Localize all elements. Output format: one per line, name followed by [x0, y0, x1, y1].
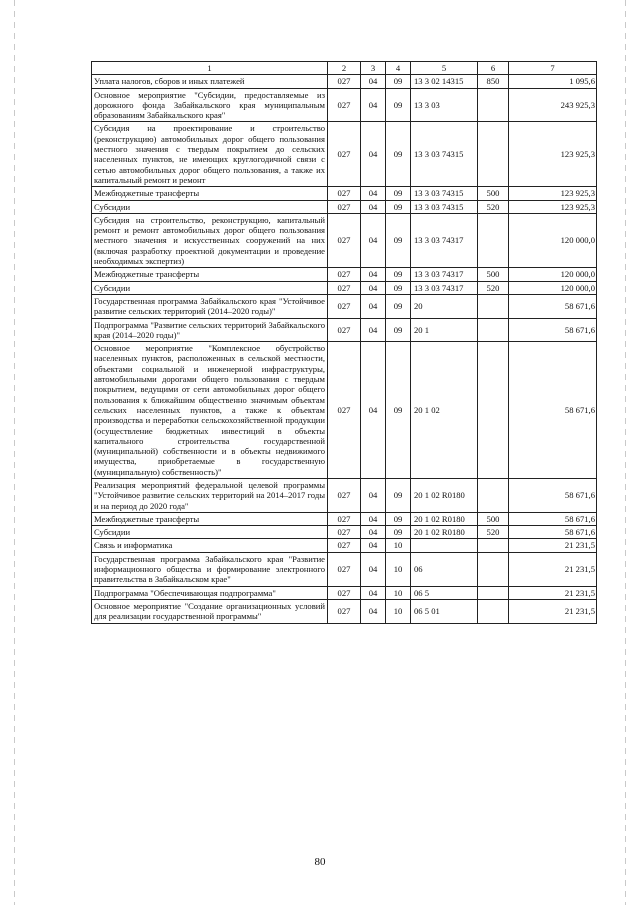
section-code-cell: 04 — [361, 552, 386, 586]
subsection-code-cell: 09 — [386, 294, 411, 318]
header-cell: 3 — [361, 62, 386, 75]
target-article-cell: 13 3 03 74315 — [411, 187, 478, 200]
section-code-cell: 04 — [361, 281, 386, 294]
subsection-code-cell: 09 — [386, 318, 411, 342]
section-code-cell: 04 — [361, 294, 386, 318]
target-article-cell: 13 3 03 — [411, 88, 478, 122]
section-code-cell: 04 — [361, 187, 386, 200]
table-row — [92, 268, 597, 281]
expense-type-cell: 520 — [478, 281, 509, 294]
section-code-cell: 04 — [361, 539, 386, 552]
target-article-cell: 13 3 02 14315 — [411, 75, 478, 88]
row-name-cell: Субсидии — [92, 200, 328, 213]
amount-cell: 21 231,5 — [509, 586, 597, 599]
amount-cell: 21 231,5 — [509, 599, 597, 623]
admin-code-cell: 027 — [328, 539, 361, 552]
target-article-cell: 20 1 — [411, 318, 478, 342]
section-code-cell: 04 — [361, 200, 386, 213]
admin-code-cell: 027 — [328, 281, 361, 294]
amount-cell: 21 231,5 — [509, 552, 597, 586]
subsection-code-cell: 09 — [386, 478, 411, 512]
amount-cell: 123 925,3 — [509, 200, 597, 213]
amount-cell: 58 671,6 — [509, 318, 597, 342]
amount-cell: 58 671,6 — [509, 526, 597, 539]
row-name-cell: Реализация мероприятий федеральной целевой программы "Устойчивое развитие сельских территорий на 2014–2017 годы и на период до 2020 года" — [92, 478, 328, 512]
row-name-cell: Субсидия на строительство, реконструкцию, капитальный ремонт и ремонт автомобильных дорог общего пользования местного значения и искусственных сооружений на них (включая разработку проектной документации и проведение необходимых экспертиз) — [92, 213, 328, 267]
amount-cell: 123 925,3 — [509, 122, 597, 187]
budget-table — [91, 61, 597, 624]
row-name-cell: Основное мероприятие "Комплексное обустройство населенных пунктов, расположенных в сельской местности, объектами социальной и инженерной инфраструктуры, автомобильными дорогами общего пользования с твердым покрытием, ведущими от сети автомобильных дорог общего пользования к ближайшим общественно значимым объектам сельских населенных пунктов, а также к объектам производства и переработки сельскохозяйственной продукции (осуществление бюджетных инвестиций в объекты капитального строительства государственной (муниципальной) собственности и в объекты недвижимого имущества, приобретаемые в государственную (муниципальную) собственность)" — [92, 342, 328, 479]
row-name-cell: Подпрограмма "Развитие сельских территорий Забайкальского края (2014–2020 годы)" — [92, 318, 328, 342]
subsection-code-cell: 09 — [386, 200, 411, 213]
amount-cell: 1 095,6 — [509, 75, 597, 88]
admin-code-cell: 027 — [328, 599, 361, 623]
table-row — [92, 281, 597, 294]
amount-cell: 120 000,0 — [509, 213, 597, 267]
table-row — [92, 478, 597, 512]
target-article-cell: 06 5 01 — [411, 599, 478, 623]
section-code-cell: 04 — [361, 318, 386, 342]
admin-code-cell: 027 — [328, 512, 361, 525]
target-article-cell — [411, 539, 478, 552]
expense-type-cell — [478, 599, 509, 623]
section-code-cell: 04 — [361, 122, 386, 187]
table-row — [92, 586, 597, 599]
expense-type-cell — [478, 478, 509, 512]
target-article-cell: 20 1 02 — [411, 342, 478, 479]
section-code-cell: 04 — [361, 88, 386, 122]
subsection-code-cell: 10 — [386, 552, 411, 586]
row-name-cell: Связь и информатика — [92, 539, 328, 552]
table-row — [92, 122, 597, 187]
header-cell: 6 — [478, 62, 509, 75]
row-name-cell: Уплата налогов, сборов и иных платежей — [92, 75, 328, 88]
row-name-cell: Межбюджетные трансферты — [92, 268, 328, 281]
subsection-code-cell: 09 — [386, 213, 411, 267]
admin-code-cell: 027 — [328, 213, 361, 267]
table-row — [92, 318, 597, 342]
amount-cell: 243 925,3 — [509, 88, 597, 122]
subsection-code-cell: 10 — [386, 586, 411, 599]
expense-type-cell — [478, 213, 509, 267]
subsection-code-cell: 09 — [386, 342, 411, 479]
page-right-edge — [625, 0, 626, 905]
page-number: 80 — [314, 856, 326, 868]
target-article-cell: 13 3 03 74317 — [411, 213, 478, 267]
expense-type-cell: 500 — [478, 187, 509, 200]
expense-type-cell — [478, 539, 509, 552]
amount-cell: 123 925,3 — [509, 187, 597, 200]
expense-type-cell: 520 — [478, 200, 509, 213]
row-name-cell: Межбюджетные трансферты — [92, 187, 328, 200]
section-code-cell: 04 — [361, 599, 386, 623]
section-code-cell: 04 — [361, 213, 386, 267]
amount-cell: 120 000,0 — [509, 268, 597, 281]
page-left-edge — [14, 0, 15, 905]
row-name-cell: Подпрограмма "Обеспечивающая подпрограмма" — [92, 586, 328, 599]
admin-code-cell: 027 — [328, 526, 361, 539]
table-row — [92, 539, 597, 552]
subsection-code-cell: 09 — [386, 281, 411, 294]
header-cell: 4 — [386, 62, 411, 75]
admin-code-cell: 027 — [328, 342, 361, 479]
row-name-cell: Субсидии — [92, 526, 328, 539]
target-article-cell: 13 3 03 74315 — [411, 122, 478, 187]
admin-code-cell: 027 — [328, 586, 361, 599]
expense-type-cell: 500 — [478, 268, 509, 281]
expense-type-cell — [478, 318, 509, 342]
section-code-cell: 04 — [361, 75, 386, 88]
admin-code-cell: 027 — [328, 268, 361, 281]
expense-type-cell: 500 — [478, 512, 509, 525]
expense-type-cell — [478, 122, 509, 187]
row-name-cell: Основное мероприятие "Субсидии, предоставляемые из дорожного фонда Забайкальского края муниципальным образованиям Забайкальского края" — [92, 88, 328, 122]
section-code-cell: 04 — [361, 512, 386, 525]
admin-code-cell: 027 — [328, 478, 361, 512]
table-row — [92, 599, 597, 623]
target-article-cell: 13 3 03 74315 — [411, 200, 478, 213]
target-article-cell: 13 3 03 74317 — [411, 281, 478, 294]
admin-code-cell: 027 — [328, 294, 361, 318]
target-article-cell: 06 — [411, 552, 478, 586]
table-row — [92, 75, 597, 88]
header-cell: 7 — [509, 62, 597, 75]
target-article-cell: 20 1 02 R0180 — [411, 478, 478, 512]
table-header-row — [92, 62, 597, 75]
admin-code-cell: 027 — [328, 318, 361, 342]
admin-code-cell: 027 — [328, 88, 361, 122]
table-row — [92, 200, 597, 213]
admin-code-cell: 027 — [328, 552, 361, 586]
target-article-cell: 13 3 03 74317 — [411, 268, 478, 281]
section-code-cell: 04 — [361, 478, 386, 512]
row-name-cell: Государственная программа Забайкальского края "Развитие информационного общества и формирование электронного правительства в Забайкальском крае" — [92, 552, 328, 586]
table-row — [92, 187, 597, 200]
expense-type-cell: 520 — [478, 526, 509, 539]
table-row — [92, 342, 597, 479]
header-cell: 5 — [411, 62, 478, 75]
expense-type-cell — [478, 552, 509, 586]
subsection-code-cell: 10 — [386, 599, 411, 623]
target-article-cell: 20 1 02 R0180 — [411, 512, 478, 525]
table-row — [92, 526, 597, 539]
expense-type-cell — [478, 294, 509, 318]
admin-code-cell: 027 — [328, 122, 361, 187]
amount-cell: 58 671,6 — [509, 294, 597, 318]
table-row — [92, 213, 597, 267]
expense-type-cell — [478, 586, 509, 599]
table-row — [92, 294, 597, 318]
admin-code-cell: 027 — [328, 187, 361, 200]
expense-type-cell: 850 — [478, 75, 509, 88]
amount-cell: 58 671,6 — [509, 512, 597, 525]
admin-code-cell: 027 — [328, 75, 361, 88]
row-name-cell: Субсидия на проектирование и строительство (реконструкцию) автомобильных дорог общего пользования местного значения с твердым покрытием до сельских населенных пунктов, не имеющих круглогодичной связи с сетью автомобильных дорог общего пользования, а также их капитальный ремонт и ремонт — [92, 122, 328, 187]
section-code-cell: 04 — [361, 342, 386, 479]
subsection-code-cell: 09 — [386, 268, 411, 281]
header-cell: 1 — [92, 62, 328, 75]
expense-type-cell — [478, 88, 509, 122]
admin-code-cell: 027 — [328, 200, 361, 213]
table-row — [92, 552, 597, 586]
amount-cell: 21 231,5 — [509, 539, 597, 552]
row-name-cell: Межбюджетные трансферты — [92, 512, 328, 525]
section-code-cell: 04 — [361, 586, 386, 599]
header-cell: 2 — [328, 62, 361, 75]
target-article-cell: 06 5 — [411, 586, 478, 599]
row-name-cell: Основное мероприятие "Создание организационных условий для реализации государственной программы" — [92, 599, 328, 623]
subsection-code-cell: 10 — [386, 539, 411, 552]
subsection-code-cell: 09 — [386, 187, 411, 200]
amount-cell: 120 000,0 — [509, 281, 597, 294]
subsection-code-cell: 09 — [386, 75, 411, 88]
table-row — [92, 512, 597, 525]
amount-cell: 58 671,6 — [509, 342, 597, 479]
amount-cell: 58 671,6 — [509, 478, 597, 512]
target-article-cell: 20 — [411, 294, 478, 318]
subsection-code-cell: 09 — [386, 122, 411, 187]
row-name-cell: Субсидии — [92, 281, 328, 294]
table-row — [92, 88, 597, 122]
expense-type-cell — [478, 342, 509, 479]
subsection-code-cell: 09 — [386, 526, 411, 539]
subsection-code-cell: 09 — [386, 88, 411, 122]
section-code-cell: 04 — [361, 526, 386, 539]
row-name-cell: Государственная программа Забайкальского края "Устойчивое развитие сельских территорий (2014–2020 годы)" — [92, 294, 328, 318]
section-code-cell: 04 — [361, 268, 386, 281]
target-article-cell: 20 1 02 R0180 — [411, 526, 478, 539]
subsection-code-cell: 09 — [386, 512, 411, 525]
